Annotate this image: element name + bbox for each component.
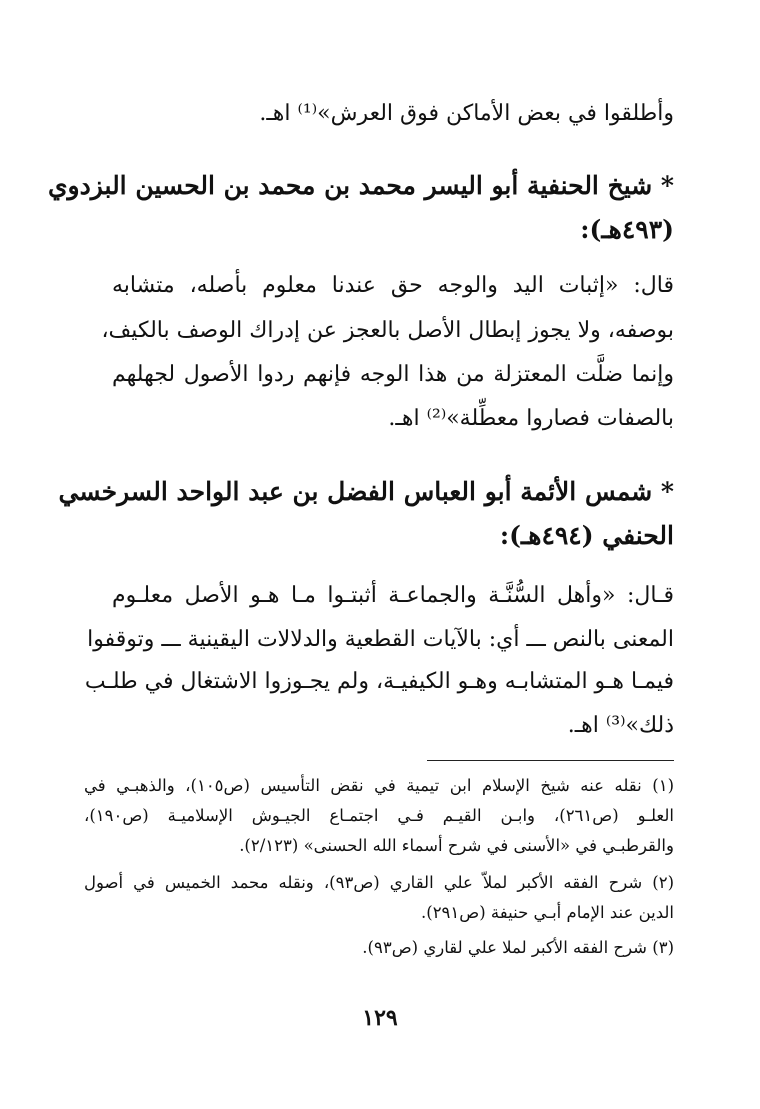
text-line: قال: «إثبات اليد والوجه حق عندنا معلوم بأصله، متشابه [112, 273, 674, 298]
footnote-line: (١) نقله عنه شيخ الإسلام ابن تيمية في نقض التأسيس (ص١٠٥)، والذهبـي في [84, 776, 675, 795]
text-line: وأطلقوا في بعض الأماكن فوق العرش»⁽¹⁾ اهـ. [259, 101, 674, 126]
footnote-line: (٢) شرح الفقه الأكبر لملاّ علي القاري (ص٩٣)، ونقله محمد الخميس في أصول [84, 873, 674, 892]
footnote-line: (٣) شرح الفقه الأكبر لملا علي لقاري (ص٩٣). [362, 938, 674, 957]
text-line: بوصفه، ولا يجوز إبطال الأصل بالعجز عن إدراك الوصف بالكيف، [101, 318, 674, 343]
footnote-line: والقرطبـي في «الأسنى في شرح أسماء الله الحسنى» (٢/١٢٣). [239, 836, 674, 855]
section-heading: * شمس الأئمة أبو العباس الفضل بن عبد الواحد السرخسي [58, 477, 674, 506]
section-heading-date: الحنفي (٤٩٤هـ): [499, 521, 674, 550]
text-line: وإنما ضلَّت المعتزلة من هذا الوجه فإنهم ردوا الأصول لجهلهم [112, 362, 674, 387]
section-heading: * شيخ الحنفية أبو اليسر محمد بن محمد بن الحسين البزدوي [47, 171, 674, 200]
text-line: بالصفات فصاروا معطِّلة»⁽²⁾ اهـ. [388, 406, 674, 431]
text-line: قـال: «وأهل السُّنَّـة والجماعـة أثبتـوا مـا هـو الأصل معلـوم [112, 583, 674, 608]
text-line: فيمـا هـو المتشابـه وهـو الكيفيـة، ولم يجـوزوا الاشتغال في طلـب [84, 669, 674, 694]
footnote-line: العلـو (ص٢٦١)، وابـن القيـم فـي اجتمـاع الجيـوش الإسلاميـة (ص١٩٠)، [84, 806, 674, 825]
text-line: المعنى بالنص ـــ أي: بالآيات القطعية والدلالات اليقينية ـــ وتوقفوا [87, 627, 674, 652]
section-heading-date: (٤٩٣هـ): [580, 215, 674, 244]
footnote-line: الدين عند الإمام أبـي حنيفة (ص٢٩١). [421, 903, 674, 922]
footnote-separator [427, 760, 674, 761]
text-line: ذلك»⁽³⁾ اهـ. [567, 713, 674, 738]
page-number: ١٢٩ [362, 1005, 398, 1031]
